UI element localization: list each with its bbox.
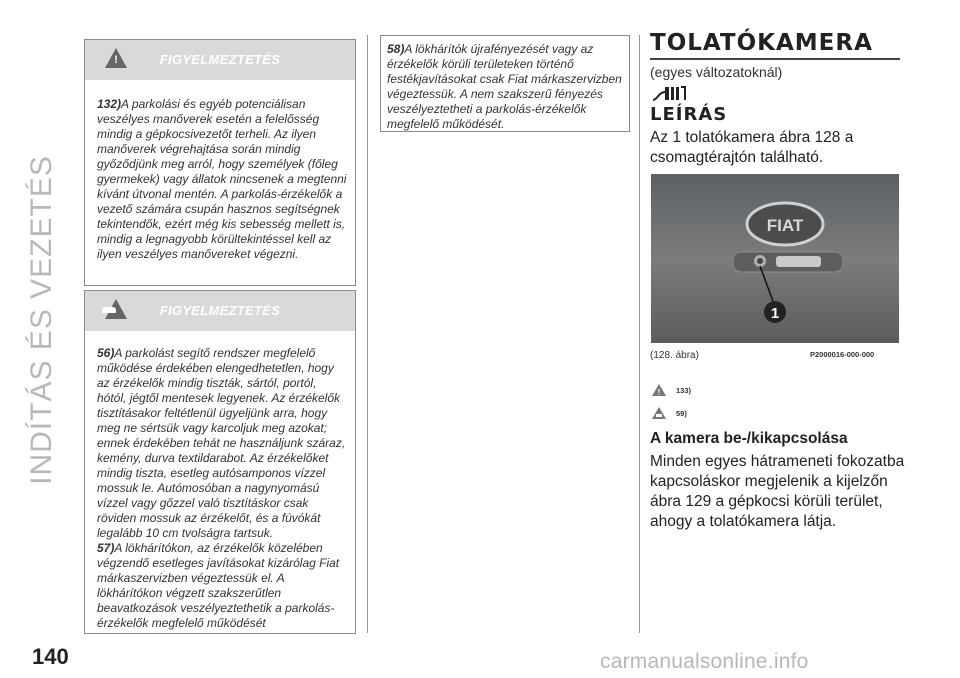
- warning-title: FIGYELMEZTETÉS: [159, 52, 281, 67]
- column-divider: [367, 35, 368, 633]
- rear-camera-icon: [651, 84, 693, 102]
- figure-code: P2000016-000-000: [810, 350, 875, 359]
- title-underline: [650, 58, 900, 60]
- car-warning-triangle-icon: [652, 407, 666, 419]
- svg-text:!: !: [657, 388, 661, 396]
- warning-text: 58)A lökhárítók újrafényezését vagy az érzékelők körüli területeken történő festékjavításokat csak Fiat márkaszervizben végeztessük. A nem szakszerű fényezés veszélyeztetheti a parkolás-érzékelők megfelelő működését.: [387, 42, 622, 131]
- warning-text: 132)A parkolási és egyéb potenciálisan veszélyes manőverek esetén a felelősség mindig a gépkocsivezetőt terheli. Az ilyen manőverek végrehajtása során mindig győződjünk meg arról, hogy személyek (főleg gyermekek) vagy állatok nincsenek a megtenni kívánt útvonal mentén. A parkolás-érzékelők a vezető számára csupán hasznos segítségnek tekintendők, ezért még kis sebesség mellett is, mindig a legnagyobb körültekintéssel kell az ilyen veszélyes manővereket végezni.: [97, 97, 347, 261]
- svg-text:1: 1: [770, 305, 780, 322]
- description-text: Az 1 tolatókamera ábra 128 a csomagtérajtón található.: [650, 129, 854, 166]
- warning-text: 56)A parkolást segítő rendszer megfelelő működése érdekében elengedhetetlen, hogy az érzékelők mindig tiszták, sártól, portól, hótól, jégtől mentesek legyenek. Az érzékelők tisztításakor feltétlenül ügyeljünk arra, hogy meg ne sértsük vagy karcoljuk meg azokat; ennek érdekében tehát ne használjunk száraz, kemény, durva textildarabot. Az érzékelőket mindig tiszta, esetleg autósamponos vízzel mossuk le. Autómosóban a nagynyomású vízzel vagy gőzzel való tisztításkor csak röviden mossuk az érzékelőt, és a fúvókát legalább 10 cm tvolságra tartsuk. 57)A lökhárítókon, az érzékelők közelében végzendő esetleges javításokat kizárólag Fiat márkaszervizben végeztessük el. A lökhárítókon végzett szakszerűtlen beavatkozások veszélyeztethetik a parkolás-érzékelők megfelelő működését: [97, 346, 346, 630]
- chapter-side-title: INDÍTÁS ÉS VEZETÉS: [25, 155, 58, 485]
- warning-header: ! FIGYELMEZTETÉS: [85, 40, 355, 80]
- subsection-text: Minden egyes hátrameneti fokozatba kapcsoláskor megjelenik a kijelzőn ábra 129 a gépkocsi körüli terület, ahogy a tolatókamera látja.: [650, 453, 905, 530]
- warning-ref: 59): [676, 409, 687, 418]
- warning-box-1: [84, 39, 356, 286]
- rear-camera-photo: [651, 174, 899, 343]
- page-number: 140: [32, 644, 69, 669]
- figure-caption: (128. ábra): [650, 350, 699, 361]
- warning-box-2: [84, 290, 356, 634]
- subsection-heading: A kamera be-/kikapcsolása: [650, 430, 848, 447]
- warning-triangle-icon: [652, 384, 666, 396]
- description-heading: LEÍRÁS: [650, 104, 728, 125]
- warning-ref: 133): [676, 386, 692, 395]
- tailgate-illustration: [651, 174, 899, 343]
- watermark: carmanualsonline.info: [600, 650, 809, 673]
- warning-header: [85, 291, 355, 331]
- section-title: TOLATÓKAMERA: [650, 30, 873, 56]
- warning-box-3: [380, 35, 630, 132]
- fiat-logo: FIAT: [766, 216, 804, 235]
- section-subtitle: (egyes változatoknál): [650, 64, 783, 80]
- warning-title: FIGYELMEZTETÉS: [159, 303, 281, 318]
- column-divider: [639, 35, 640, 633]
